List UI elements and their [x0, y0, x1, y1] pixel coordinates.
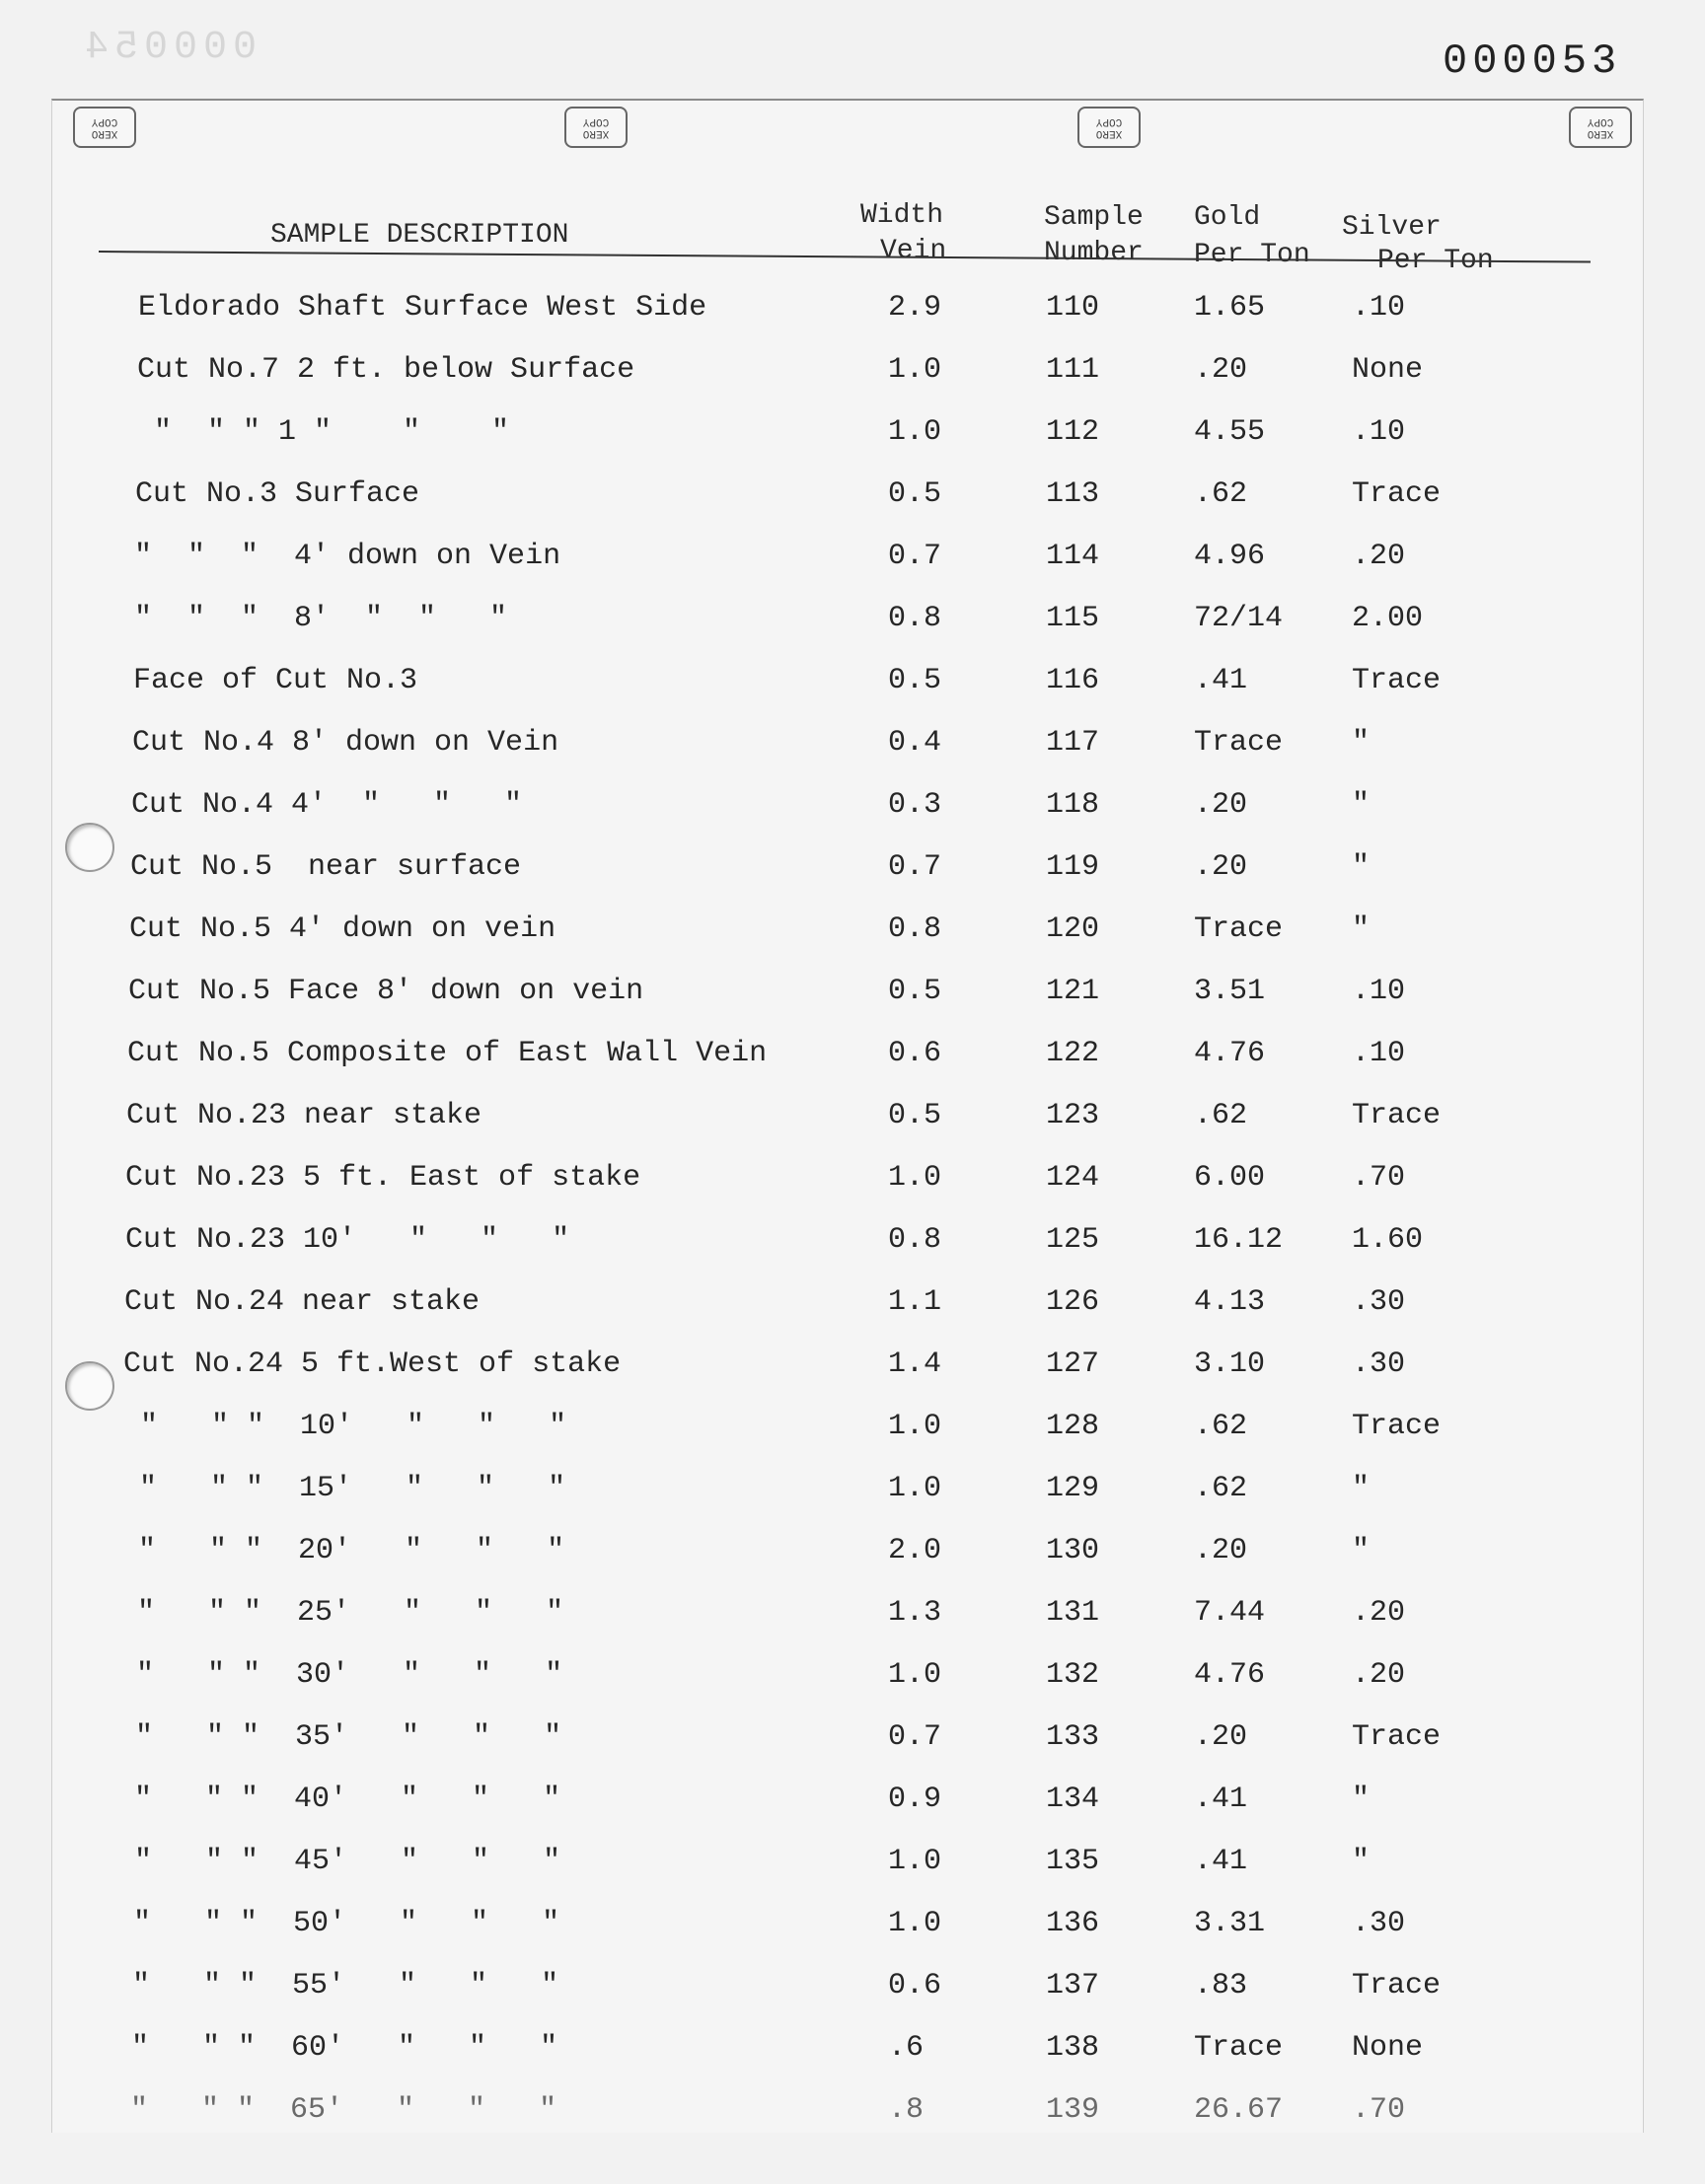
- vein-width-cell: 1.0: [888, 1161, 942, 1195]
- silver-per-ton-cell: Trace: [1352, 1099, 1442, 1132]
- gold-per-ton-cell: 1.65: [1194, 291, 1266, 325]
- sample-number-cell: 131: [1046, 1596, 1100, 1630]
- document-number: 000053: [1443, 37, 1622, 85]
- sample-number-cell: 117: [1046, 726, 1100, 760]
- gold-per-ton-cell: .20: [1194, 1534, 1248, 1567]
- sample-description-cell: Cut No.23 near stake: [126, 1099, 482, 1132]
- table-row: [0, 474, 1705, 514]
- table-row: [0, 288, 1705, 328]
- gold-per-ton-cell: .62: [1194, 1099, 1248, 1132]
- sample-description-cell: " " " 30' " " ": [118, 1658, 563, 1692]
- sample-description-cell: " " " 8' " " ": [134, 602, 508, 635]
- gold-per-ton-cell: Trace: [1194, 2031, 1284, 2065]
- gold-per-ton-cell: .83: [1194, 1969, 1248, 2002]
- vein-width-cell: 0.5: [888, 477, 942, 511]
- silver-per-ton-cell: .30: [1352, 1907, 1406, 1940]
- xero-copy-stamp: [564, 107, 628, 148]
- sample-description-cell: Cut No.5 Face 8' down on vein: [128, 975, 644, 1008]
- sample-number-cell: 113: [1046, 477, 1100, 511]
- xero-stamp-line1: XERO: [1095, 127, 1123, 139]
- gold-per-ton-cell: 6.00: [1194, 1161, 1266, 1195]
- vein-width-cell: 0.6: [888, 1037, 942, 1070]
- sample-description-cell: Cut No.23 5 ft. East of stake: [125, 1161, 641, 1195]
- sample-number-cell: 132: [1046, 1658, 1100, 1692]
- sample-number-cell: 114: [1046, 540, 1100, 573]
- vein-width-cell: 0.9: [888, 1783, 942, 1816]
- sample-number-cell: 135: [1046, 1845, 1100, 1878]
- table-row: [0, 1655, 1705, 1695]
- silver-per-ton-cell: .10: [1352, 291, 1406, 325]
- vein-width-cell: 0.6: [888, 1969, 942, 2002]
- silver-per-ton-cell: ": [1352, 850, 1371, 884]
- silver-per-ton-cell: .10: [1352, 975, 1406, 1008]
- vein-width-cell: .8: [888, 2093, 925, 2127]
- table-row: [0, 2090, 1705, 2130]
- table-row: [0, 661, 1705, 700]
- silver-per-ton-cell: ": [1352, 1472, 1371, 1505]
- sample-description-cell: " " " 40' " " ": [116, 1783, 561, 1816]
- gold-per-ton-cell: 16.12: [1194, 1223, 1284, 1257]
- header-silver-line2: Per Ton: [1377, 246, 1494, 276]
- silver-per-ton-cell: ": [1352, 788, 1371, 822]
- sample-number-cell: 124: [1046, 1161, 1100, 1195]
- sample-description-cell: " " " 1 " " ": [136, 415, 510, 449]
- sample-description-cell: Cut No.7 2 ft. below Surface: [137, 353, 635, 387]
- sample-description-cell: " " " 45' " " ": [116, 1845, 561, 1878]
- table-row: [0, 599, 1705, 638]
- silver-per-ton-cell: .10: [1352, 1037, 1406, 1070]
- xero-stamp-line2: COPY: [582, 115, 610, 127]
- gold-per-ton-cell: .62: [1194, 477, 1248, 511]
- vein-width-cell: 1.0: [888, 1658, 942, 1692]
- vein-width-cell: 0.7: [888, 540, 942, 573]
- sample-description-cell: Cut No.4 8' down on Vein: [132, 726, 559, 760]
- silver-per-ton-cell: 2.00: [1352, 602, 1424, 635]
- silver-per-ton-cell: .70: [1352, 2093, 1406, 2127]
- sample-description-cell: " " " 35' " " ": [117, 1720, 562, 1754]
- silver-per-ton-cell: ": [1352, 912, 1371, 946]
- gold-per-ton-cell: 4.76: [1194, 1037, 1266, 1070]
- sample-number-cell: 120: [1046, 912, 1100, 946]
- sample-number-cell: 110: [1046, 291, 1100, 325]
- sample-number-cell: 123: [1046, 1099, 1100, 1132]
- silver-per-ton-cell: ": [1352, 726, 1371, 760]
- xero-stamp-line1: XERO: [91, 127, 118, 139]
- header-sample-line2: Number: [1044, 238, 1144, 268]
- gold-per-ton-cell: 4.76: [1194, 1658, 1266, 1692]
- table-row: [0, 412, 1705, 452]
- sample-description-cell: Cut No.24 5 ft.West of stake: [123, 1347, 622, 1381]
- sample-description-cell: Face of Cut No.3: [133, 664, 418, 697]
- header-sample-description: SAMPLE DESCRIPTION: [270, 220, 569, 251]
- vein-width-cell: 1.0: [888, 1907, 942, 1940]
- gold-per-ton-cell: Trace: [1194, 912, 1284, 946]
- silver-per-ton-cell: .70: [1352, 1161, 1406, 1195]
- gold-per-ton-cell: 4.13: [1194, 1285, 1266, 1319]
- vein-width-cell: 0.7: [888, 850, 942, 884]
- gold-per-ton-cell: .41: [1194, 664, 1248, 697]
- xero-stamp-line1: XERO: [1587, 127, 1614, 139]
- silver-per-ton-cell: Trace: [1352, 477, 1442, 511]
- silver-per-ton-cell: ": [1352, 1534, 1371, 1567]
- sample-description-cell: " " " 60' " " ": [113, 2031, 558, 2065]
- silver-per-ton-cell: ": [1352, 1845, 1371, 1878]
- vein-width-cell: 1.3: [888, 1596, 942, 1630]
- table-row: [0, 723, 1705, 763]
- gold-per-ton-cell: .41: [1194, 1845, 1248, 1878]
- vein-width-cell: 0.4: [888, 726, 942, 760]
- gold-per-ton-cell: Trace: [1194, 726, 1284, 760]
- vein-width-cell: 0.8: [888, 1223, 942, 1257]
- sample-number-cell: 137: [1046, 1969, 1100, 2002]
- sample-number-cell: 118: [1046, 788, 1100, 822]
- silver-per-ton-cell: .30: [1352, 1347, 1406, 1381]
- vein-width-cell: 1.0: [888, 1410, 942, 1443]
- header-sample-line1: Sample: [1044, 202, 1144, 233]
- xero-stamp-line2: COPY: [91, 115, 118, 127]
- silver-per-ton-cell: .20: [1352, 1596, 1406, 1630]
- gold-per-ton-cell: .62: [1194, 1410, 1248, 1443]
- vein-width-cell: 0.8: [888, 602, 942, 635]
- gold-per-ton-cell: .20: [1194, 1720, 1248, 1754]
- sample-number-cell: 111: [1046, 353, 1100, 387]
- vein-width-cell: 1.0: [888, 353, 942, 387]
- xero-copy-stamp: [73, 107, 136, 148]
- silver-per-ton-cell: .30: [1352, 1285, 1406, 1319]
- table-row: [0, 1407, 1705, 1446]
- sample-number-cell: 134: [1046, 1783, 1100, 1816]
- vein-width-cell: 2.9: [888, 291, 942, 325]
- gold-per-ton-cell: .41: [1194, 1783, 1248, 1816]
- sample-description-cell: Cut No.3 Surface: [135, 477, 420, 511]
- sample-description-cell: " " " 15' " " ": [121, 1472, 566, 1505]
- gold-per-ton-cell: 7.44: [1194, 1596, 1266, 1630]
- vein-width-cell: 0.5: [888, 975, 942, 1008]
- gold-per-ton-cell: 72/14: [1194, 602, 1284, 635]
- vein-width-cell: 1.1: [888, 1285, 942, 1319]
- silver-per-ton-cell: ": [1352, 1783, 1371, 1816]
- table-row: [0, 537, 1705, 576]
- table-row: [0, 2028, 1705, 2068]
- table-row: [0, 847, 1705, 887]
- sample-description-cell: " " " 20' " " ": [120, 1534, 565, 1567]
- gold-per-ton-cell: 3.31: [1194, 1907, 1266, 1940]
- table-row: [0, 1469, 1705, 1508]
- header-silver-line1: Silver: [1342, 212, 1442, 243]
- gold-per-ton-cell: .62: [1194, 1472, 1248, 1505]
- gold-per-ton-cell: 26.67: [1194, 2093, 1284, 2127]
- xero-stamp-line2: COPY: [1095, 115, 1123, 127]
- sample-description-cell: " " " 50' " " ": [115, 1907, 560, 1940]
- sample-number-cell: 128: [1046, 1410, 1100, 1443]
- gold-per-ton-cell: .20: [1194, 788, 1248, 822]
- table-row: [0, 1904, 1705, 1943]
- vein-width-cell: 0.8: [888, 912, 942, 946]
- table-row: [0, 1531, 1705, 1570]
- xero-copy-stamp: [1569, 107, 1632, 148]
- silver-per-ton-cell: .10: [1352, 415, 1406, 449]
- silver-per-ton-cell: None: [1352, 2031, 1424, 2065]
- gold-per-ton-cell: .20: [1194, 353, 1248, 387]
- vein-width-cell: .6: [888, 2031, 925, 2065]
- sample-number-cell: 139: [1046, 2093, 1100, 2127]
- gold-per-ton-cell: 3.51: [1194, 975, 1266, 1008]
- vein-width-cell: 0.5: [888, 1099, 942, 1132]
- silver-per-ton-cell: Trace: [1352, 664, 1442, 697]
- sample-number-cell: 126: [1046, 1285, 1100, 1319]
- sample-number-cell: 129: [1046, 1472, 1100, 1505]
- sample-number-cell: 138: [1046, 2031, 1100, 2065]
- sample-number-cell: 136: [1046, 1907, 1100, 1940]
- vein-width-cell: 0.7: [888, 1720, 942, 1754]
- sample-number-cell: 127: [1046, 1347, 1100, 1381]
- table-row: [0, 1842, 1705, 1881]
- table-row: [0, 350, 1705, 390]
- silver-per-ton-cell: 1.60: [1352, 1223, 1424, 1257]
- sample-description-cell: Eldorado Shaft Surface West Side: [138, 291, 707, 325]
- vein-width-cell: 0.5: [888, 664, 942, 697]
- vein-width-cell: 1.4: [888, 1347, 942, 1381]
- vein-width-cell: 1.0: [888, 1472, 942, 1505]
- sample-description-cell: " " " 10' " " ": [122, 1410, 567, 1443]
- gold-per-ton-cell: 3.10: [1194, 1347, 1266, 1381]
- table-row: [0, 1096, 1705, 1135]
- sample-number-cell: 121: [1046, 975, 1100, 1008]
- sample-number-cell: 116: [1046, 664, 1100, 697]
- xero-stamp-line1: XERO: [582, 127, 610, 139]
- table-row: [0, 1282, 1705, 1322]
- vein-width-cell: 2.0: [888, 1534, 942, 1567]
- sample-description-cell: Cut No.5 4' down on vein: [129, 912, 556, 946]
- sample-number-cell: 119: [1046, 850, 1100, 884]
- table-row: [0, 1345, 1705, 1384]
- silver-per-ton-cell: None: [1352, 353, 1424, 387]
- silver-per-ton-cell: .20: [1352, 540, 1406, 573]
- vein-width-cell: 0.3: [888, 788, 942, 822]
- gold-per-ton-cell: .20: [1194, 850, 1248, 884]
- header-gold-line2: Per Ton: [1194, 240, 1310, 270]
- table-row: [0, 1158, 1705, 1198]
- sample-description-cell: " " " 55' " " ": [114, 1969, 559, 2002]
- table-row: [0, 910, 1705, 949]
- sample-description-cell: " " " 65' " " ": [112, 2093, 557, 2127]
- table-row: [0, 1966, 1705, 2005]
- ghost-document-number: 000054: [79, 26, 258, 70]
- table-row: [0, 1717, 1705, 1757]
- silver-per-ton-cell: Trace: [1352, 1410, 1442, 1443]
- header-width-line2: Vein: [880, 236, 947, 266]
- xero-stamp-line2: COPY: [1587, 115, 1614, 127]
- sample-description-cell: Cut No.5 near surface: [130, 850, 522, 884]
- table-row: [0, 785, 1705, 825]
- table-row: [0, 1220, 1705, 1260]
- table-row: [0, 972, 1705, 1011]
- table-row: [0, 1593, 1705, 1633]
- sample-number-cell: 115: [1046, 602, 1100, 635]
- sample-number-cell: 130: [1046, 1534, 1100, 1567]
- header-gold-line1: Gold: [1194, 202, 1261, 233]
- xero-copy-stamp: [1077, 107, 1141, 148]
- sample-number-cell: 125: [1046, 1223, 1100, 1257]
- vein-width-cell: 1.0: [888, 415, 942, 449]
- sample-number-cell: 133: [1046, 1720, 1100, 1754]
- sample-number-cell: 122: [1046, 1037, 1100, 1070]
- silver-per-ton-cell: .20: [1352, 1658, 1406, 1692]
- sample-description-cell: Cut No.23 10' " " ": [125, 1223, 570, 1257]
- sample-description-cell: Cut No.4 4' " " ": [131, 788, 523, 822]
- sample-description-cell: Cut No.5 Composite of East Wall Vein: [127, 1037, 768, 1070]
- silver-per-ton-cell: Trace: [1352, 1969, 1442, 2002]
- sample-description-cell: " " " 25' " " ": [119, 1596, 564, 1630]
- sample-description-cell: " " " 4' down on Vein: [134, 540, 561, 573]
- table-row: [0, 1034, 1705, 1073]
- silver-per-ton-cell: Trace: [1352, 1720, 1442, 1754]
- sample-number-cell: 112: [1046, 415, 1100, 449]
- header-width-line1: Width: [860, 200, 944, 231]
- sample-description-cell: Cut No.24 near stake: [124, 1285, 481, 1319]
- vein-width-cell: 1.0: [888, 1845, 942, 1878]
- table-row: [0, 1780, 1705, 1819]
- gold-per-ton-cell: 4.55: [1194, 415, 1266, 449]
- gold-per-ton-cell: 4.96: [1194, 540, 1266, 573]
